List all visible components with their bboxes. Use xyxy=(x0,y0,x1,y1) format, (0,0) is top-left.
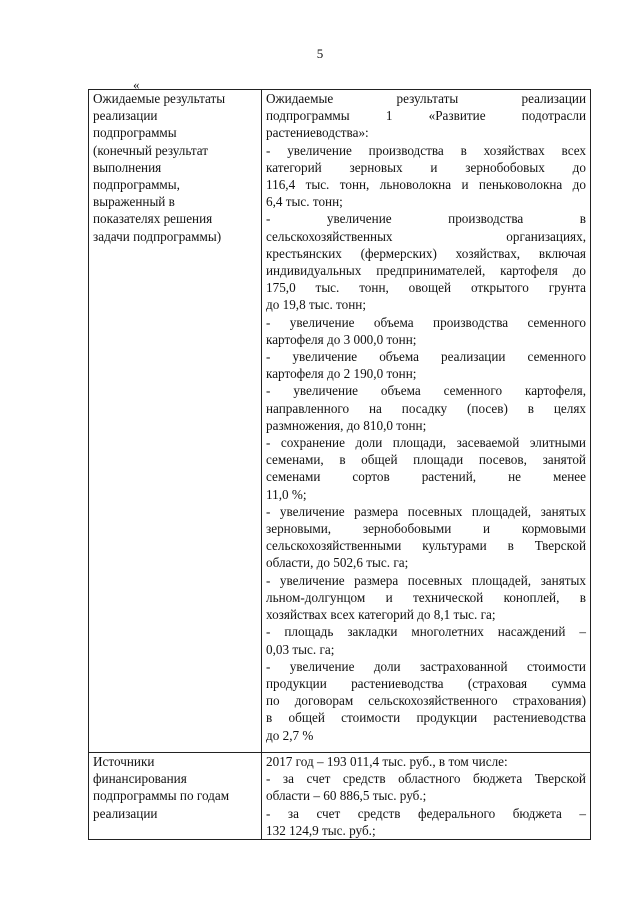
content-line: Ожидаемые результаты реализации xyxy=(266,91,586,106)
content-line: хозяйствах всех категорий до 8,1 тыс. га; xyxy=(266,607,496,623)
content-line: семенами, в общей площади посевов, занятой xyxy=(266,452,586,468)
content-line: - площадь закладки многолетних насаждений – xyxy=(266,624,586,640)
content-line: индивидуальных предпринимателей, картофеля до xyxy=(266,263,586,279)
content-line: по договорам сельскохозяйственного страхования) xyxy=(266,693,586,709)
row-label-expected-results xyxy=(89,90,262,753)
label-line: реализации xyxy=(93,108,158,124)
content-line: - за счет средств федерального бюджета – xyxy=(266,805,586,821)
label-line: реализации xyxy=(93,805,158,821)
content-line: сельскохозяйственными культурами в Тверской xyxy=(266,538,586,554)
label-line: подпрограммы xyxy=(93,125,177,141)
content-line: зерновыми, зернобобовыми и кормовыми xyxy=(266,521,586,537)
content-line: 11,0 %; xyxy=(266,486,307,502)
content-line: - сохранение доли площади, засеваемой элитными xyxy=(266,435,586,451)
content-line: подпрограммы 1 «Развитие подотрасли xyxy=(266,108,586,124)
row-content-financing-sources xyxy=(262,753,591,840)
row-content-expected-results xyxy=(262,90,591,753)
content-line: - увеличение размера посевных площадей, занятых xyxy=(266,572,586,588)
content-line: - увеличение объема реализации семенного xyxy=(266,349,586,365)
page-number: 5 xyxy=(316,46,324,61)
label-line: подпрограммы по годам xyxy=(93,788,230,804)
label-line: (конечный результат xyxy=(93,142,209,158)
content-line: области, до 502,6 тыс. га; xyxy=(266,555,409,571)
label-line: подпрограммы, xyxy=(93,177,180,193)
content-line: продукции растениеводства (страховая сумма xyxy=(266,675,586,691)
content-line: растениеводства»: xyxy=(266,125,369,141)
label-line: финансирования xyxy=(93,771,187,787)
content-line: - увеличение производства в хозяйствах всех xyxy=(266,142,586,158)
content-line: - увеличение размера посевных площадей, занятых xyxy=(266,503,586,519)
content-line: - увеличение производства в xyxy=(266,211,586,227)
content-line: области – 60 886,5 тыс. руб.; xyxy=(266,788,427,804)
row-label-financing-sources xyxy=(89,753,262,840)
content-line: до 2,7 % xyxy=(266,727,314,743)
table-row-financing-sources xyxy=(89,753,591,840)
content-line: - увеличение объема семенного картофеля, xyxy=(266,383,586,399)
content-line: крестьянских (фермерских) хозяйствах, включая xyxy=(266,245,586,261)
content-line: 2017 год – 193 011,4 тыс. руб., в том числе: xyxy=(266,754,508,769)
content-line: семенами сортов растений, не менее xyxy=(266,469,586,485)
content-line: направленного на посадку (посев) в целях xyxy=(266,400,586,416)
label-line: показателях решения xyxy=(93,211,213,227)
label-line: Ожидаемые результаты xyxy=(93,91,226,106)
content-line: - увеличение объема производства семенного xyxy=(266,314,586,330)
content-line: картофеля до 3 000,0 тонн; xyxy=(266,331,417,347)
label-line: задачи подпрограммы) xyxy=(93,228,222,244)
content-line: 132 124,9 тыс. руб.; xyxy=(266,822,376,838)
content-line: в общей стоимости продукции растениеводства xyxy=(266,710,586,726)
label-line: Источники xyxy=(93,754,155,769)
content-line: 175,0 тыс. тонн, овощей открытого грунта xyxy=(266,280,586,296)
passport-table xyxy=(88,89,591,840)
content-line: сельскохозяйственных организациях, xyxy=(266,228,586,244)
content-line: категорий зерновых и зернобобовых до xyxy=(266,159,586,175)
content-line: 6,4 тыс. тонн; xyxy=(266,194,343,210)
content-line: льном-долгунцом и технической коноплей, в xyxy=(266,589,586,605)
content-line: до 19,8 тыс. тонн; xyxy=(266,297,367,313)
opening-quote-mark: « xyxy=(133,77,140,92)
content-line: 116,4 тыс. тонн, льноволокна и пеньковолокна до xyxy=(266,177,586,193)
content-line: - за счет средств областного бюджета Тверской xyxy=(266,771,586,787)
content-line: - увеличение доли застрахованной стоимости xyxy=(266,658,586,674)
content-line: 0,03 тыс. га; xyxy=(266,641,335,657)
label-line: выполнения xyxy=(93,159,162,175)
table-row-expected-results xyxy=(89,90,591,753)
content-line: размножения, до 810,0 тонн; xyxy=(266,417,427,433)
label-line: выраженный в xyxy=(93,194,175,210)
content-line: картофеля до 2 190,0 тонн; xyxy=(266,366,417,382)
